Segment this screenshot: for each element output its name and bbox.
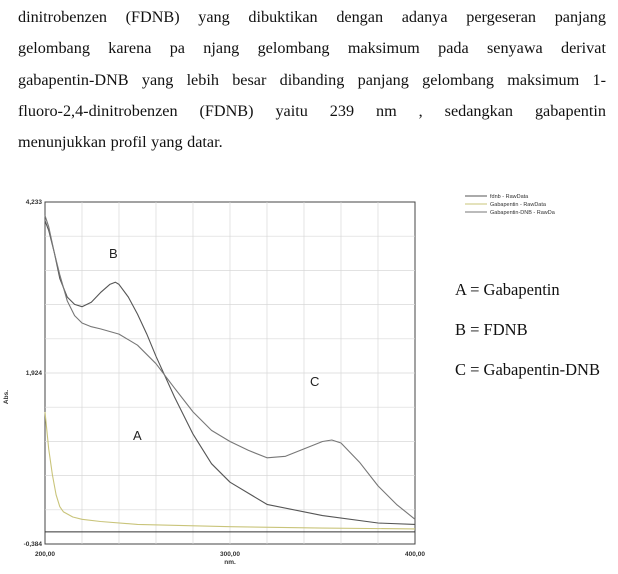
word: pada [438, 39, 469, 58]
curve-label-b: B [109, 246, 118, 261]
legend-b: B = FDNB [455, 320, 528, 339]
paragraph-line [18, 65, 606, 96]
word: fluoro-2,4-dinitrobenzen [18, 101, 178, 120]
legend-entry: Gabapentin-DNB - RawDa [490, 210, 555, 216]
body-paragraph [18, 2, 606, 158]
word: lebih [186, 70, 219, 89]
curve-legend-text [455, 270, 600, 390]
word: dibanding [279, 70, 345, 89]
word: profil [110, 133, 147, 152]
word: pergeseran [466, 8, 537, 26]
x-axis-label: nm. [224, 559, 236, 566]
word: yang [198, 8, 230, 26]
word: pa [169, 39, 185, 58]
word: , [418, 101, 423, 120]
legend-entry: Gabapentin - RawData [490, 202, 546, 208]
word: karena [108, 39, 152, 58]
word: yang [151, 133, 183, 152]
word: besar [232, 70, 267, 89]
word: datar. [187, 133, 223, 152]
word: panjang [554, 8, 606, 26]
word: (FDNB) [199, 101, 254, 120]
word: menunjukkan [18, 133, 107, 152]
word: gabapentin-DNB [18, 70, 129, 89]
chart-legend [465, 194, 556, 216]
curve-label-c: C [310, 374, 320, 389]
legend-c: C = Gabapentin-DNB [455, 360, 600, 379]
word: derivat [561, 39, 606, 58]
word: yang [141, 70, 174, 89]
paragraph-line [18, 96, 606, 127]
x-tick-label: 300,00 [220, 551, 240, 558]
word: 239 [329, 101, 355, 120]
word: gelombang [257, 39, 330, 58]
word: nm [376, 101, 397, 120]
y-axis-label: Abs. [3, 389, 10, 405]
x-tick-label: 200,00 [35, 551, 55, 558]
word: njang [203, 39, 240, 58]
y-tick-label: 1,924 [25, 370, 42, 378]
legend-a: A = Gabapentin [455, 280, 560, 299]
word: panjang [357, 70, 409, 89]
word: gabapentin [534, 101, 606, 120]
paragraph-line [18, 33, 606, 64]
word: sedangkan [444, 101, 513, 120]
legend-entry: fdnb - RawData [490, 194, 529, 200]
word: senyawa [486, 39, 543, 58]
word: gelombang [422, 70, 495, 89]
word: 1- [592, 70, 606, 89]
word: maksimum [507, 70, 580, 89]
y-tick-label: -0,384 [23, 541, 42, 548]
paragraph-line [18, 127, 606, 158]
y-tick-label: 4,233 [25, 199, 42, 206]
word: dengan [336, 8, 384, 26]
word: (FDNB) [125, 8, 180, 26]
word: yaitu [275, 101, 308, 120]
word: gelombang [18, 39, 90, 58]
word: dinitrobenzen [18, 8, 107, 26]
word: adanya [401, 8, 448, 26]
paragraph-line [18, 2, 606, 33]
word: maksimum [347, 39, 420, 58]
curve-label-a: A [133, 428, 142, 443]
word: dibuktikan [248, 8, 318, 26]
x-tick-label: 400,00 [405, 551, 425, 558]
